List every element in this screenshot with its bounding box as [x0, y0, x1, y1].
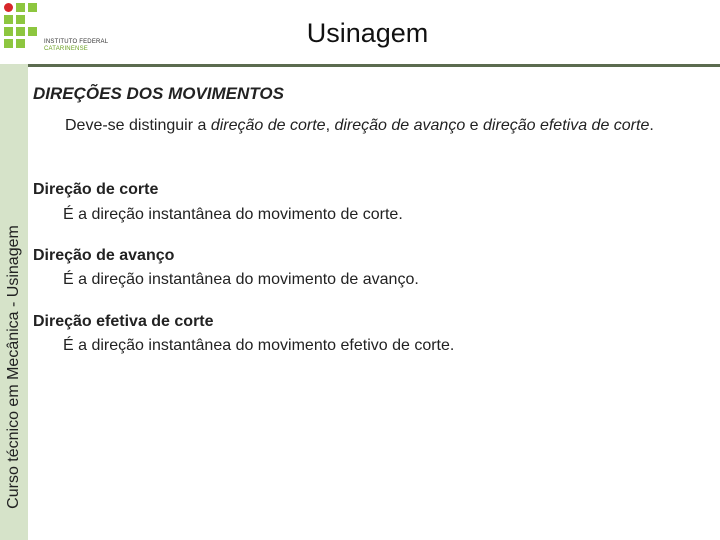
logo-grid-icon	[4, 3, 38, 51]
intro-prefix: Deve-se distinguir a	[65, 117, 211, 134]
logo-square-icon	[4, 27, 13, 36]
logo-square-icon	[16, 3, 25, 12]
definition-feed-direction: É a direção instantânea do movimento de avanço.	[63, 271, 419, 288]
term-effective-cutting-direction: Direção efetiva de corte	[33, 313, 214, 330]
logo-square-icon	[28, 27, 37, 36]
logo-square-icon	[16, 39, 25, 48]
logo-line-2: CATARINENSE	[44, 46, 88, 52]
intro-term-effective: direção efetiva de corte	[483, 117, 650, 134]
definition-effective-cutting-direction: É a direção instantânea do movimento efetivo de corte.	[63, 337, 455, 354]
header-divider	[28, 64, 720, 67]
intro-paragraph	[65, 111, 705, 140]
logo-dot-icon	[4, 3, 13, 12]
side-bar	[0, 64, 28, 540]
logo-square-icon	[4, 15, 13, 24]
intro-term-feed: direção de avanço	[334, 117, 466, 134]
definition-cutting-direction: É a direção instantânea do movimento de corte.	[63, 206, 403, 223]
logo-wordmark	[44, 39, 108, 53]
institution-logo	[4, 3, 114, 55]
logo-square-icon	[28, 3, 37, 12]
section-heading: DIREÇÕES DOS MOVIMENTOS	[33, 84, 284, 103]
logo-square-icon	[16, 15, 25, 24]
page-title: Usinagem	[306, 18, 429, 48]
term-feed-direction: Direção de avanço	[33, 247, 175, 264]
term-cutting-direction: Direção de corte	[33, 181, 159, 198]
course-label: Curso técnico em Mecânica - Usinagem	[5, 225, 22, 509]
intro-suffix: .	[649, 117, 654, 134]
logo-line-1: INSTITUTO FEDERAL	[44, 39, 109, 45]
intro-separator: ,	[325, 117, 335, 134]
intro-separator: e	[465, 117, 484, 134]
logo-square-icon	[4, 39, 13, 48]
logo-square-icon	[16, 27, 25, 36]
intro-term-cutting: direção de corte	[210, 117, 326, 134]
